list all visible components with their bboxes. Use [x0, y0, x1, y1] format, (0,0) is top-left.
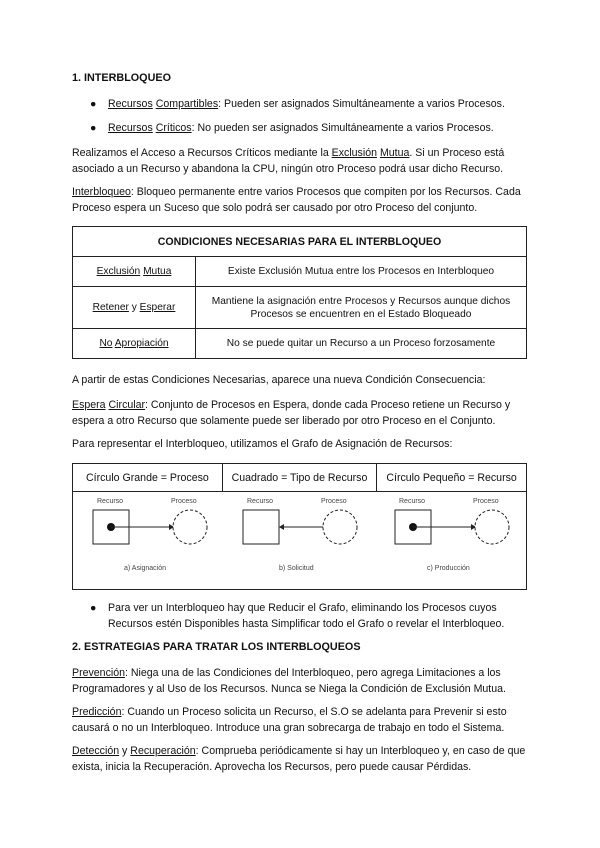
paragraph-text: Realizamos el Acceso a Recursos Críticos mediante la [72, 147, 332, 159]
paragraph-text: : Comprueba periódicamente si hay un Interbloqueo y, en caso de que exista, inicia la Recuperación. Aprovecha los Recursos, pero puede causar Pérdidas. [72, 745, 526, 773]
bullet-reducir-grafo [90, 601, 528, 632]
paragraph-text: . Si un Proceso está asociado a un Recurso y abandona la CPU, ningún otro Proceso podrá usar dicho Recurso. [72, 147, 505, 175]
condition-name [73, 329, 196, 359]
term-recursos: Recursos [108, 122, 153, 134]
bullet-dot-icon: ● [90, 98, 97, 110]
condition-join: y [128, 302, 140, 313]
condition-word: Apropiación [114, 338, 169, 349]
diagram-produccion [395, 498, 509, 572]
process-circle [323, 510, 357, 544]
bullet-recursos-compartibles [90, 97, 538, 113]
graph-table [72, 463, 527, 590]
resource-square [243, 510, 279, 544]
term-mutua: Mutua [379, 147, 410, 159]
table-row [73, 287, 527, 329]
diagram-proceso-label: Proceso [171, 498, 197, 505]
condition-word: Esperar [139, 302, 176, 313]
bullet-text: : No pueden ser asignados Simultáneamente a varios Procesos. [191, 122, 494, 134]
condition-word: Retener [92, 302, 129, 313]
paragraph-prediccion [72, 705, 528, 736]
condition-name [73, 287, 196, 329]
graph-header-proceso: Círculo Grande = Proceso [73, 464, 223, 492]
diagram-proceso-label: Proceso [321, 498, 347, 505]
graph-header-recurso-tipo: Cuadrado = Tipo de Recurso [222, 464, 376, 492]
paragraph-text: : Cuando un Proceso solicita un Recurso, el S.O se adelanta para Prevenir si esto causará o no un Interbloqueo. Introduce una gran sobrecarga de trabajo en todo el Sistema. [72, 706, 507, 734]
graph-header-recurso: Círculo Pequeño = Recurso [377, 464, 527, 492]
table-row [73, 329, 527, 359]
process-circle [475, 510, 509, 544]
term-prevencion: Prevención [72, 667, 125, 679]
paragraph-text: : Niega una de las Condiciones del Interbloqueo, pero agrega Limitaciones a los Programadores y al Uso de los Recursos. Nunca se Niega la Condición de Exclusión Mutua. [72, 667, 506, 695]
term-criticos: Críticos [155, 122, 192, 134]
diagram-recurso-label: Recurso [247, 498, 274, 505]
paragraph-prevencion [72, 666, 528, 697]
section-2-title: 2. ESTRATEGIAS PARA TRATAR LOS INTERBLOQUEOS [72, 641, 361, 653]
process-circle [173, 510, 207, 544]
diagram-caption: c) Producción [427, 565, 470, 572]
bullet-recursos-criticos [90, 121, 538, 137]
bullet-dot-icon: ● [90, 602, 97, 614]
paragraph-text: : Conjunto de Procesos en Espera, donde cada Proceso retiene un Recurso y espera a otro Recurso que solamente puede ser liberado por otro Proceso en el Conjunto. [72, 399, 511, 427]
term-exclusion: Exclusión [331, 147, 377, 159]
term-compartibles: Compartibles [155, 98, 219, 110]
bullet-dot-icon: ● [90, 122, 97, 134]
term-prediccion: Predicción [72, 706, 122, 718]
condition-word: No [99, 338, 113, 349]
paragraph-exclusion-mutua [72, 146, 528, 177]
term-circular: Circular [108, 399, 146, 411]
diagram-caption: a) Asignación [124, 565, 167, 572]
paragraph-deteccion [72, 744, 528, 775]
diagram-asignacion [93, 498, 207, 572]
condition-name [73, 257, 196, 287]
diagram-proceso-label: Proceso [473, 498, 499, 505]
condition-word: Exclusión [96, 266, 141, 277]
paragraph-grafo: Para representar el Interbloqueo, utilizamos el Grafo de Asignación de Recursos: [72, 438, 453, 450]
paragraph-condicion-consecuencia: A partir de estas Condiciones Necesarias, aparece una nueva Condición Consecuencia: [72, 374, 486, 386]
term-recursos: Recursos [108, 98, 153, 110]
condition-description: Existe Exclusión Mutua entre los Procesos en Interbloqueo [196, 257, 527, 287]
diagram-recurso-label: Recurso [399, 498, 426, 505]
paragraph-join: y [119, 745, 131, 757]
diagram-solicitud [243, 498, 357, 572]
term-interbloqueo: Interbloqueo [72, 186, 131, 198]
paragraph-espera-circular [72, 398, 528, 429]
diagram-caption: b) Solicitud [279, 565, 314, 572]
condition-description: No se puede quitar un Recurso a un Proceso forzosamente [196, 329, 527, 359]
condition-word: Mutua [143, 266, 172, 277]
term-espera: Espera [72, 399, 106, 411]
paragraph-text: : Bloqueo permanente entre varios Procesos que compiten por los Recursos. Cada Proceso espera un Suceso que solo podrá ser causado por otro Proceso del conjunto. [72, 186, 521, 214]
conditions-table-header: CONDICIONES NECESARIAS PARA EL INTERBLOQUEO [73, 227, 527, 257]
bullet-text: Para ver un Interbloqueo hay que Reducir el Grafo, eliminando los Procesos cuyos Recursos estén Disponibles hasta Simplificar todo el Grafo o revelar el Interbloqueo. [108, 602, 505, 630]
diagram-recurso-label: Recurso [97, 498, 124, 505]
arrow-icon [279, 524, 284, 530]
condition-description: Mantiene la asignación entre Procesos y Recursos aunque dichos Procesos se encuentren en el Estado Bloqueado [196, 287, 527, 329]
graph-diagrams-cell [73, 492, 527, 590]
section-1-title: 1. INTERBLOQUEO [72, 72, 171, 84]
term-deteccion: Detección [72, 745, 120, 757]
paragraph-interbloqueo-definition [72, 185, 528, 216]
table-row [73, 257, 527, 287]
term-recuperacion: Recuperación [130, 745, 196, 757]
graph-diagrams-svg [73, 492, 526, 586]
bullet-text: : Pueden ser asignados Simultáneamente a varios Procesos. [218, 98, 505, 110]
conditions-table [72, 226, 527, 359]
